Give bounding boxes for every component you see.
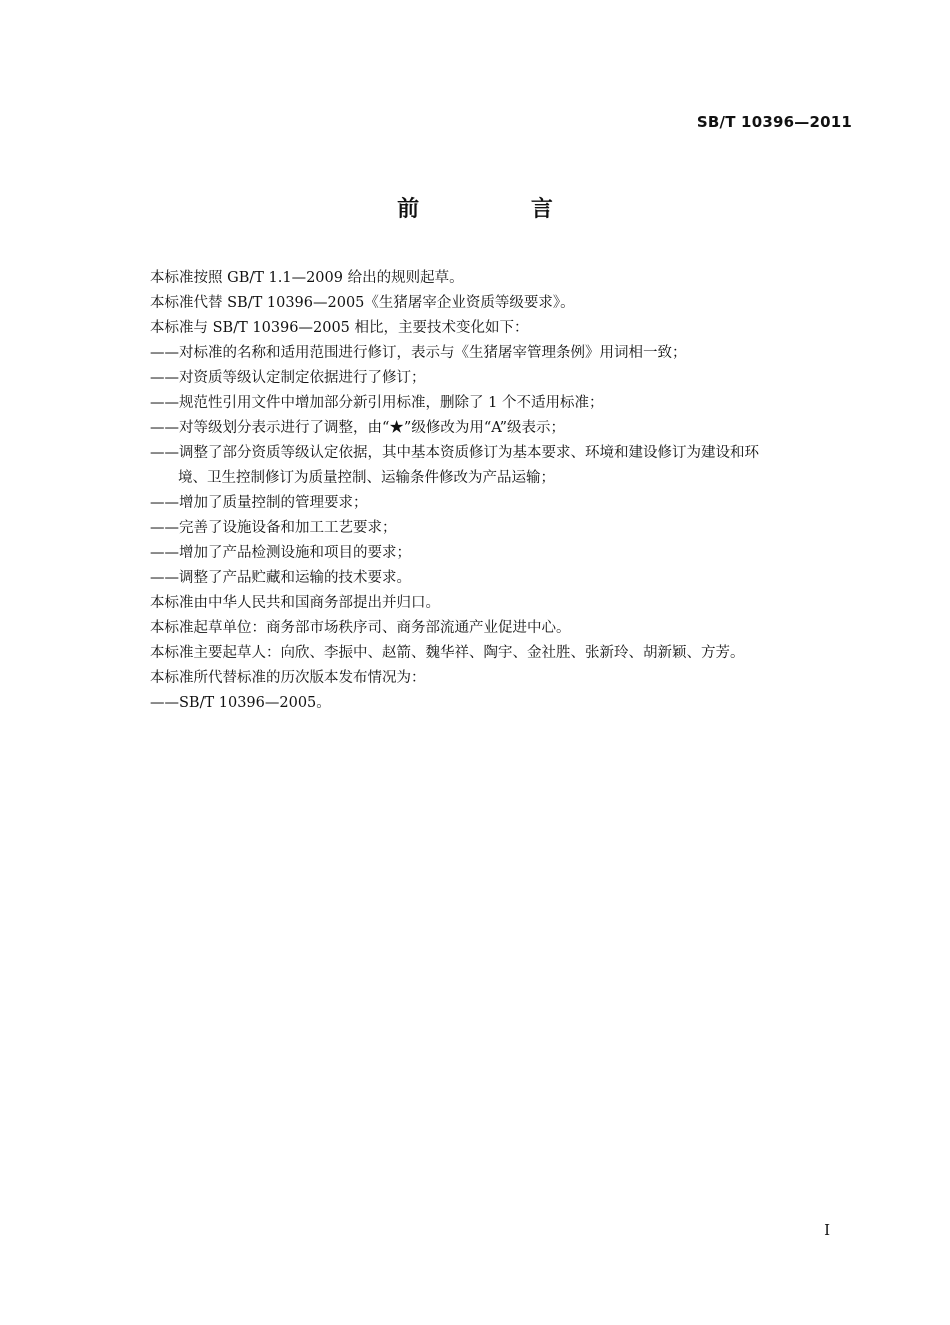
change-item: ——完善了设施设备和加工工艺要求； — [150, 520, 397, 536]
paragraph-proposer: 本标准由中华人民共和国商务部提出并归口。 — [150, 595, 440, 611]
change-item: ——对标准的名称和适用范围进行修订，表示与《生猪屠宰管理条例》用词相一致； — [150, 345, 687, 361]
change-item: ——对等级划分表示进行了调整，由“★”级修改为用“A”级表示； — [150, 420, 565, 436]
change-item-continuation: 境、卫生控制修订为质量控制、运输条件修改为产品运输； — [178, 470, 555, 486]
change-item-multiline — [150, 441, 862, 491]
paragraph-previous-editions: 本标准所代替标准的历次版本发布情况为： — [150, 670, 426, 686]
paragraph-changes-intro: 本标准与 SB/T 10396—2005 相比，主要技术变化如下： — [150, 320, 529, 336]
change-item: ——规范性引用文件中增加部分新引用标准，删除了 1 个不适用标准； — [150, 395, 604, 411]
change-item: ——调整了产品贮藏和运输的技术要求。 — [150, 570, 411, 586]
page-number: I — [824, 1221, 830, 1239]
change-item: ——增加了质量控制的管理要求； — [150, 495, 368, 511]
paragraph-drafting-rules: 本标准按照 GB/T 1.1—2009 给出的规则起草。 — [150, 270, 464, 286]
paragraph-drafting-units: 本标准起草单位：商务部市场秩序司、商务部流通产业促进中心。 — [150, 620, 571, 636]
change-item: ——对资质等级认定制定依据进行了修订； — [150, 370, 426, 386]
change-item: ——增加了产品检测设施和项目的要求； — [150, 545, 411, 561]
previous-edition-item: ——SB/T 10396—2005。 — [150, 695, 331, 711]
foreword-body — [150, 266, 862, 716]
standard-code: SB/T 10396—2011 — [696, 113, 852, 131]
change-item: ——调整了部分资质等级认定依据，其中基本资质修订为基本要求、环境和建设修订为建设和环 — [150, 445, 759, 461]
paragraph-drafters: 本标准主要起草人：向欣、李振中、赵箭、魏华祥、陶宇、金社胜、张新玲、胡新颖、方芳。 — [150, 645, 745, 661]
page-title: 前 言 — [397, 197, 605, 222]
paragraph-replaces: 本标准代替 SB/T 10396—2005《生猪屠宰企业资质等级要求》。 — [150, 295, 575, 311]
